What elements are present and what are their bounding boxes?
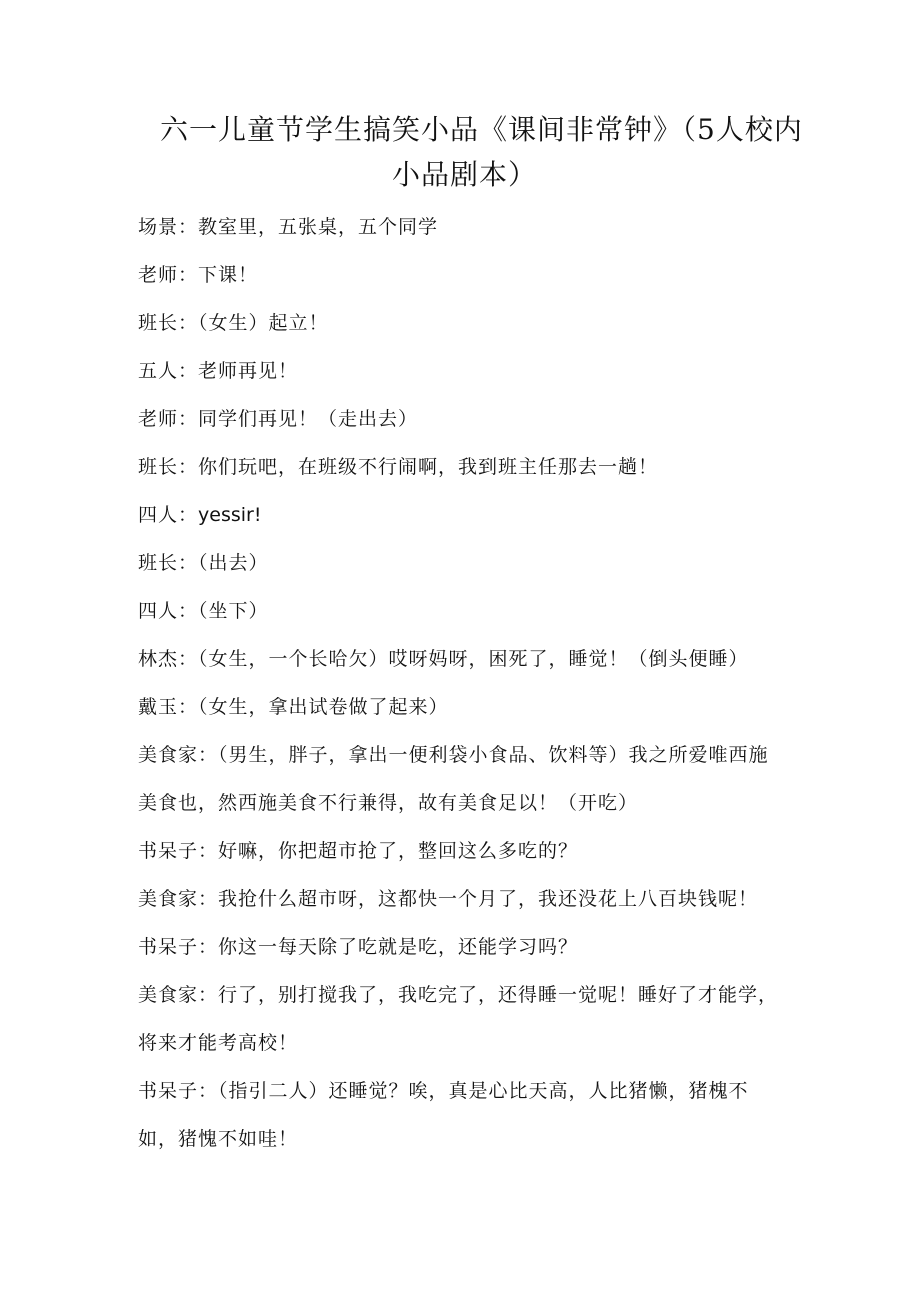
- script-line: 班长：（女生）起立！: [138, 312, 329, 334]
- script-line: 美食家：行了，别打搅我了，我吃完了，还得睡一觉呢！睡好了才能学，: [138, 984, 779, 1006]
- script-line: 戴玉：（女生，拿出试卷做了起来）: [138, 696, 449, 718]
- script-line: 老师：同学们再见！（走出去）: [138, 408, 419, 430]
- title-line-1: 六一儿童节学生搞笑小品《课间非常钟》（5人校内: [160, 113, 803, 146]
- script-line: 老师：下课！: [138, 264, 259, 286]
- script-line: 美食家：我抢什么超市呀，这都快一个月了，我还没花上八百块钱呢！: [138, 888, 759, 910]
- script-line: 如，猪愧不如哇！: [138, 1128, 299, 1150]
- script-line: 书呆子：（指引二人）还睡觉？唉，真是心比天高，人比猪懒，猪槐不: [138, 1080, 749, 1102]
- script-line: 班长：你们玩吧，在班级不行闹啊，我到班主任那去一趟！: [138, 456, 659, 478]
- script-line: 班长：（出去）: [138, 552, 269, 574]
- script-line: 书呆子：你这一每天除了吃就是吃，还能学习吗？: [138, 936, 579, 958]
- speaker-label: 四人：: [138, 504, 199, 526]
- script-line: 四人：（坐下）: [138, 600, 269, 622]
- script-line: 美食也，然西施美食不行兼得，故有美食足以！（开吃）: [138, 792, 639, 814]
- script-line: 场景：教室里，五张桌，五个同学: [138, 216, 439, 238]
- yessir-text: yessir!: [198, 504, 262, 526]
- script-line: 林杰：（女生，一个长哈欠）哎呀妈呀，困死了，睡觉！（倒头便睡）: [138, 648, 749, 670]
- script-line-yessir: [138, 501, 261, 529]
- script-line: 五人：老师再见！: [138, 360, 299, 382]
- script-line: 书呆子：好嘛，你把超市抢了，整回这么多吃的？: [138, 840, 579, 862]
- script-line: 将来才能考高校！: [138, 1032, 299, 1054]
- script-line: 美食家：（男生，胖子，拿出一便利袋小食品、饮料等）我之所爱唯西施: [138, 744, 769, 766]
- title-line-2: 小品剧本）: [392, 158, 538, 191]
